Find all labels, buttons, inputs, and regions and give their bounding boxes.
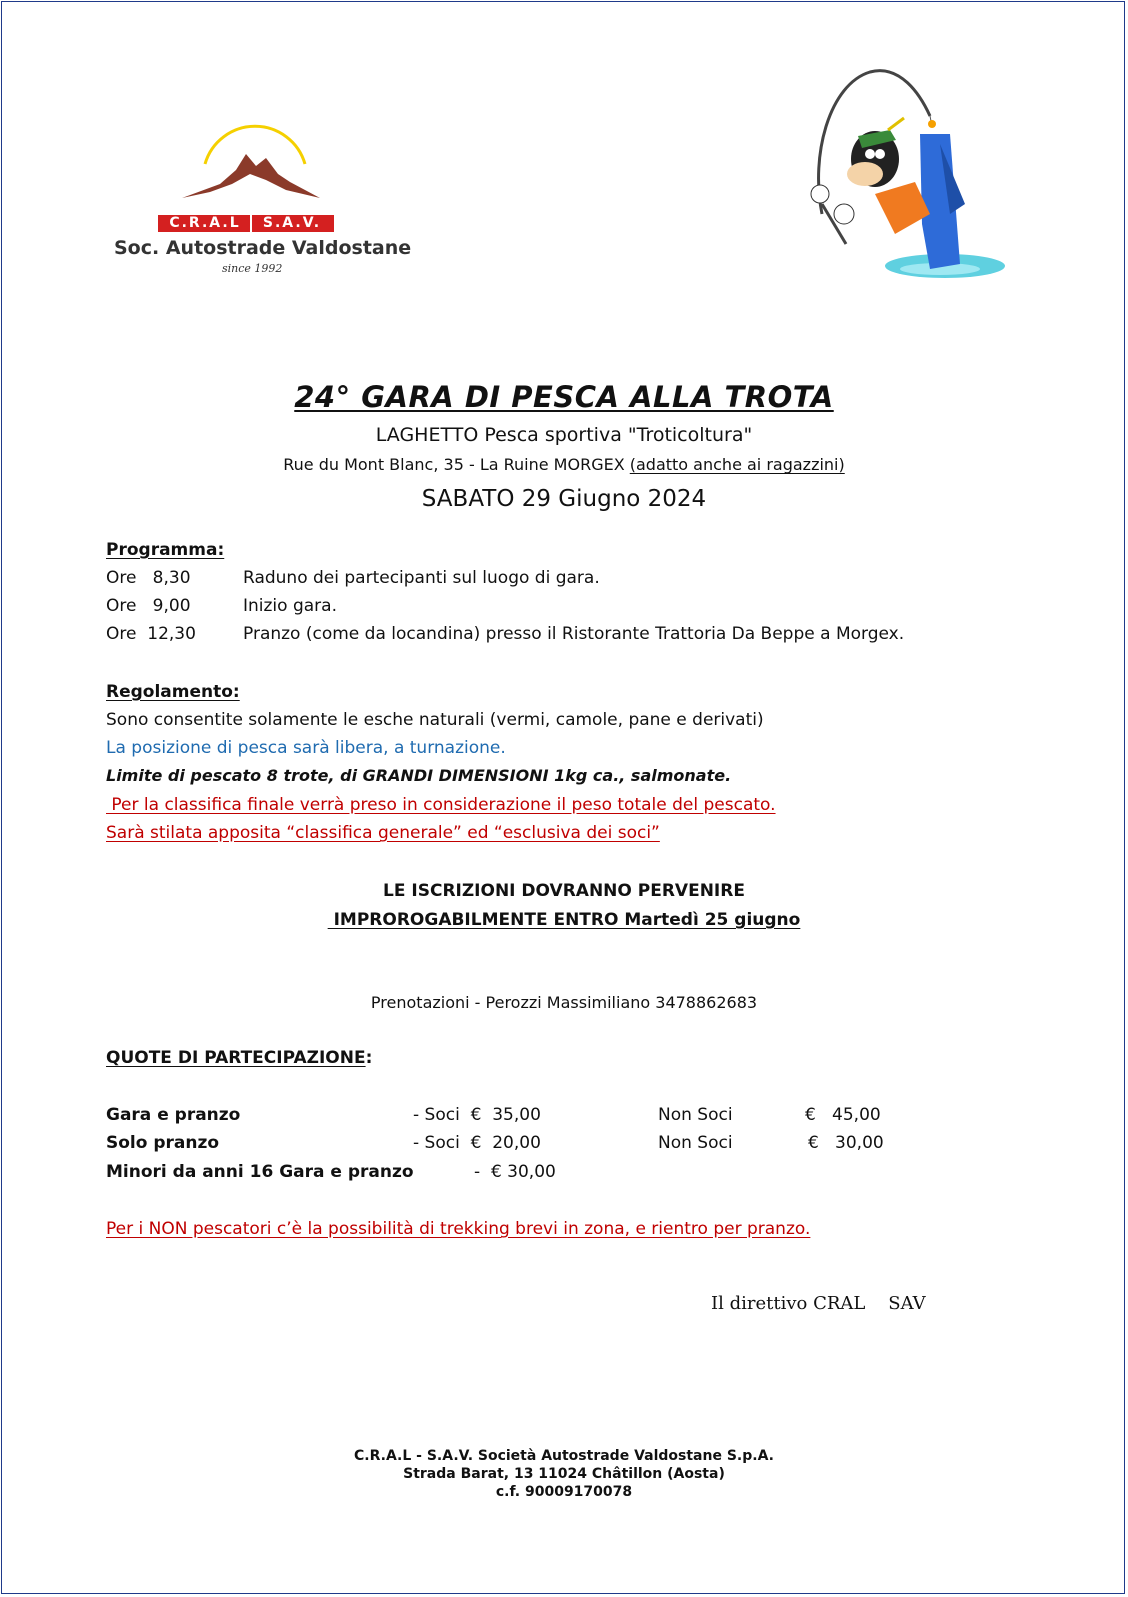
quote-row-3-soci: - € 30,00 [474, 1162, 556, 1182]
trekking-note: Per i NON pescatori c’è la possibilità di trekking brevi in zona, e rientro per pranzo. [106, 1219, 811, 1239]
programma-time-2: Ore 9,00 [106, 596, 191, 616]
iscrizioni-line-1: LE ISCRIZIONI DOVRANNO PERVENIRE [383, 881, 745, 901]
quote-heading-text: QUOTE DI PARTECIPAZIONE [106, 1048, 366, 1068]
quote-row-3-label: Minori da anni 16 Gara e pranzo [106, 1162, 414, 1182]
footer-line-2: Strada Barat, 13 11024 Châtillon (Aosta) [403, 1466, 725, 1482]
programma-time-3: Ore 12,30 [106, 624, 196, 644]
programma-heading: Programma: [106, 540, 225, 560]
logo-company: Soc. Autostrade Valdostane [114, 237, 412, 259]
quote-heading [106, 1048, 372, 1068]
quote-row-1-nonsoci-label: Non Soci [658, 1105, 733, 1125]
programma-text-1: Raduno dei partecipanti sul luogo di gara. [243, 568, 600, 588]
quote-row-1-nonsoci-value: € 45,00 [805, 1105, 881, 1125]
programma-text-3: Pranzo (come da locandina) presso il Ristorante Trattoria Da Beppe a Morgex. [243, 624, 905, 644]
address-text: Rue du Mont Blanc, 35 - La Ruine MORGEX [283, 455, 630, 474]
regolamento-line-2: La posizione di pesca sarà libera, a turnazione. [106, 738, 506, 758]
event-date: SABATO 29 Giugno 2024 [421, 486, 707, 512]
regolamento-line-1: Sono consentite solamente le esche naturali (vermi, camole, pane e derivati) [106, 710, 764, 730]
programma-time-1: Ore 8,30 [106, 568, 191, 588]
signature: Il direttivo CRAL SAV [711, 1293, 926, 1314]
fishing-cartoon-illustration [800, 64, 1010, 289]
logo-brand-right: S.A.V. [262, 215, 322, 231]
quote-heading-colon: : [365, 1048, 373, 1068]
regolamento-line-3: Limite di pescato 8 trote, di GRANDI DIMENSIONI 1kg ca., salmonate. [106, 766, 732, 785]
quote-row-2-label: Solo pranzo [106, 1133, 220, 1153]
regolamento-heading: Regolamento: [106, 682, 240, 702]
quote-row-2-nonsoci-label: Non Soci [658, 1133, 733, 1153]
logo-since: since 1992 [222, 262, 283, 275]
programma-text-2: Inizio gara. [243, 596, 337, 616]
prenotazioni-contact: Prenotazioni - Perozzi Massimiliano 3478862683 [370, 993, 758, 1012]
venue-address [0, 455, 1128, 474]
quote-row-2-soci: - Soci € 20,00 [413, 1133, 541, 1153]
regolamento-line-5: Sarà stilata apposita “classifica generale” ed “esclusiva dei soci” [106, 823, 660, 843]
quote-row-2-nonsoci-value: € 30,00 [808, 1133, 884, 1153]
footer-line-3: c.f. 90009170078 [495, 1484, 633, 1500]
iscrizioni-line-2: IMPROROGABILMENTE ENTRO Martedì 25 giugno [327, 910, 801, 930]
quote-row-1-label: Gara e pranzo [106, 1105, 241, 1125]
page-title: 24° GARA DI PESCA ALLA TROTA [294, 380, 834, 414]
venue-subtitle: LAGHETTO Pesca sportiva "Troticoltura" [375, 424, 753, 446]
regolamento-line-4: Per la classifica finale verrà preso in considerazione il peso totale del pescato. [106, 795, 776, 815]
address-note: (adatto anche ai ragazzini) [629, 455, 845, 474]
logo-brand-left: C.R.A.L [169, 215, 241, 231]
footer-line-1: C.R.A.L - S.A.V. Società Autostrade Valdostane S.p.A. [354, 1448, 774, 1464]
quote-row-1-soci: - Soci € 35,00 [413, 1105, 541, 1125]
